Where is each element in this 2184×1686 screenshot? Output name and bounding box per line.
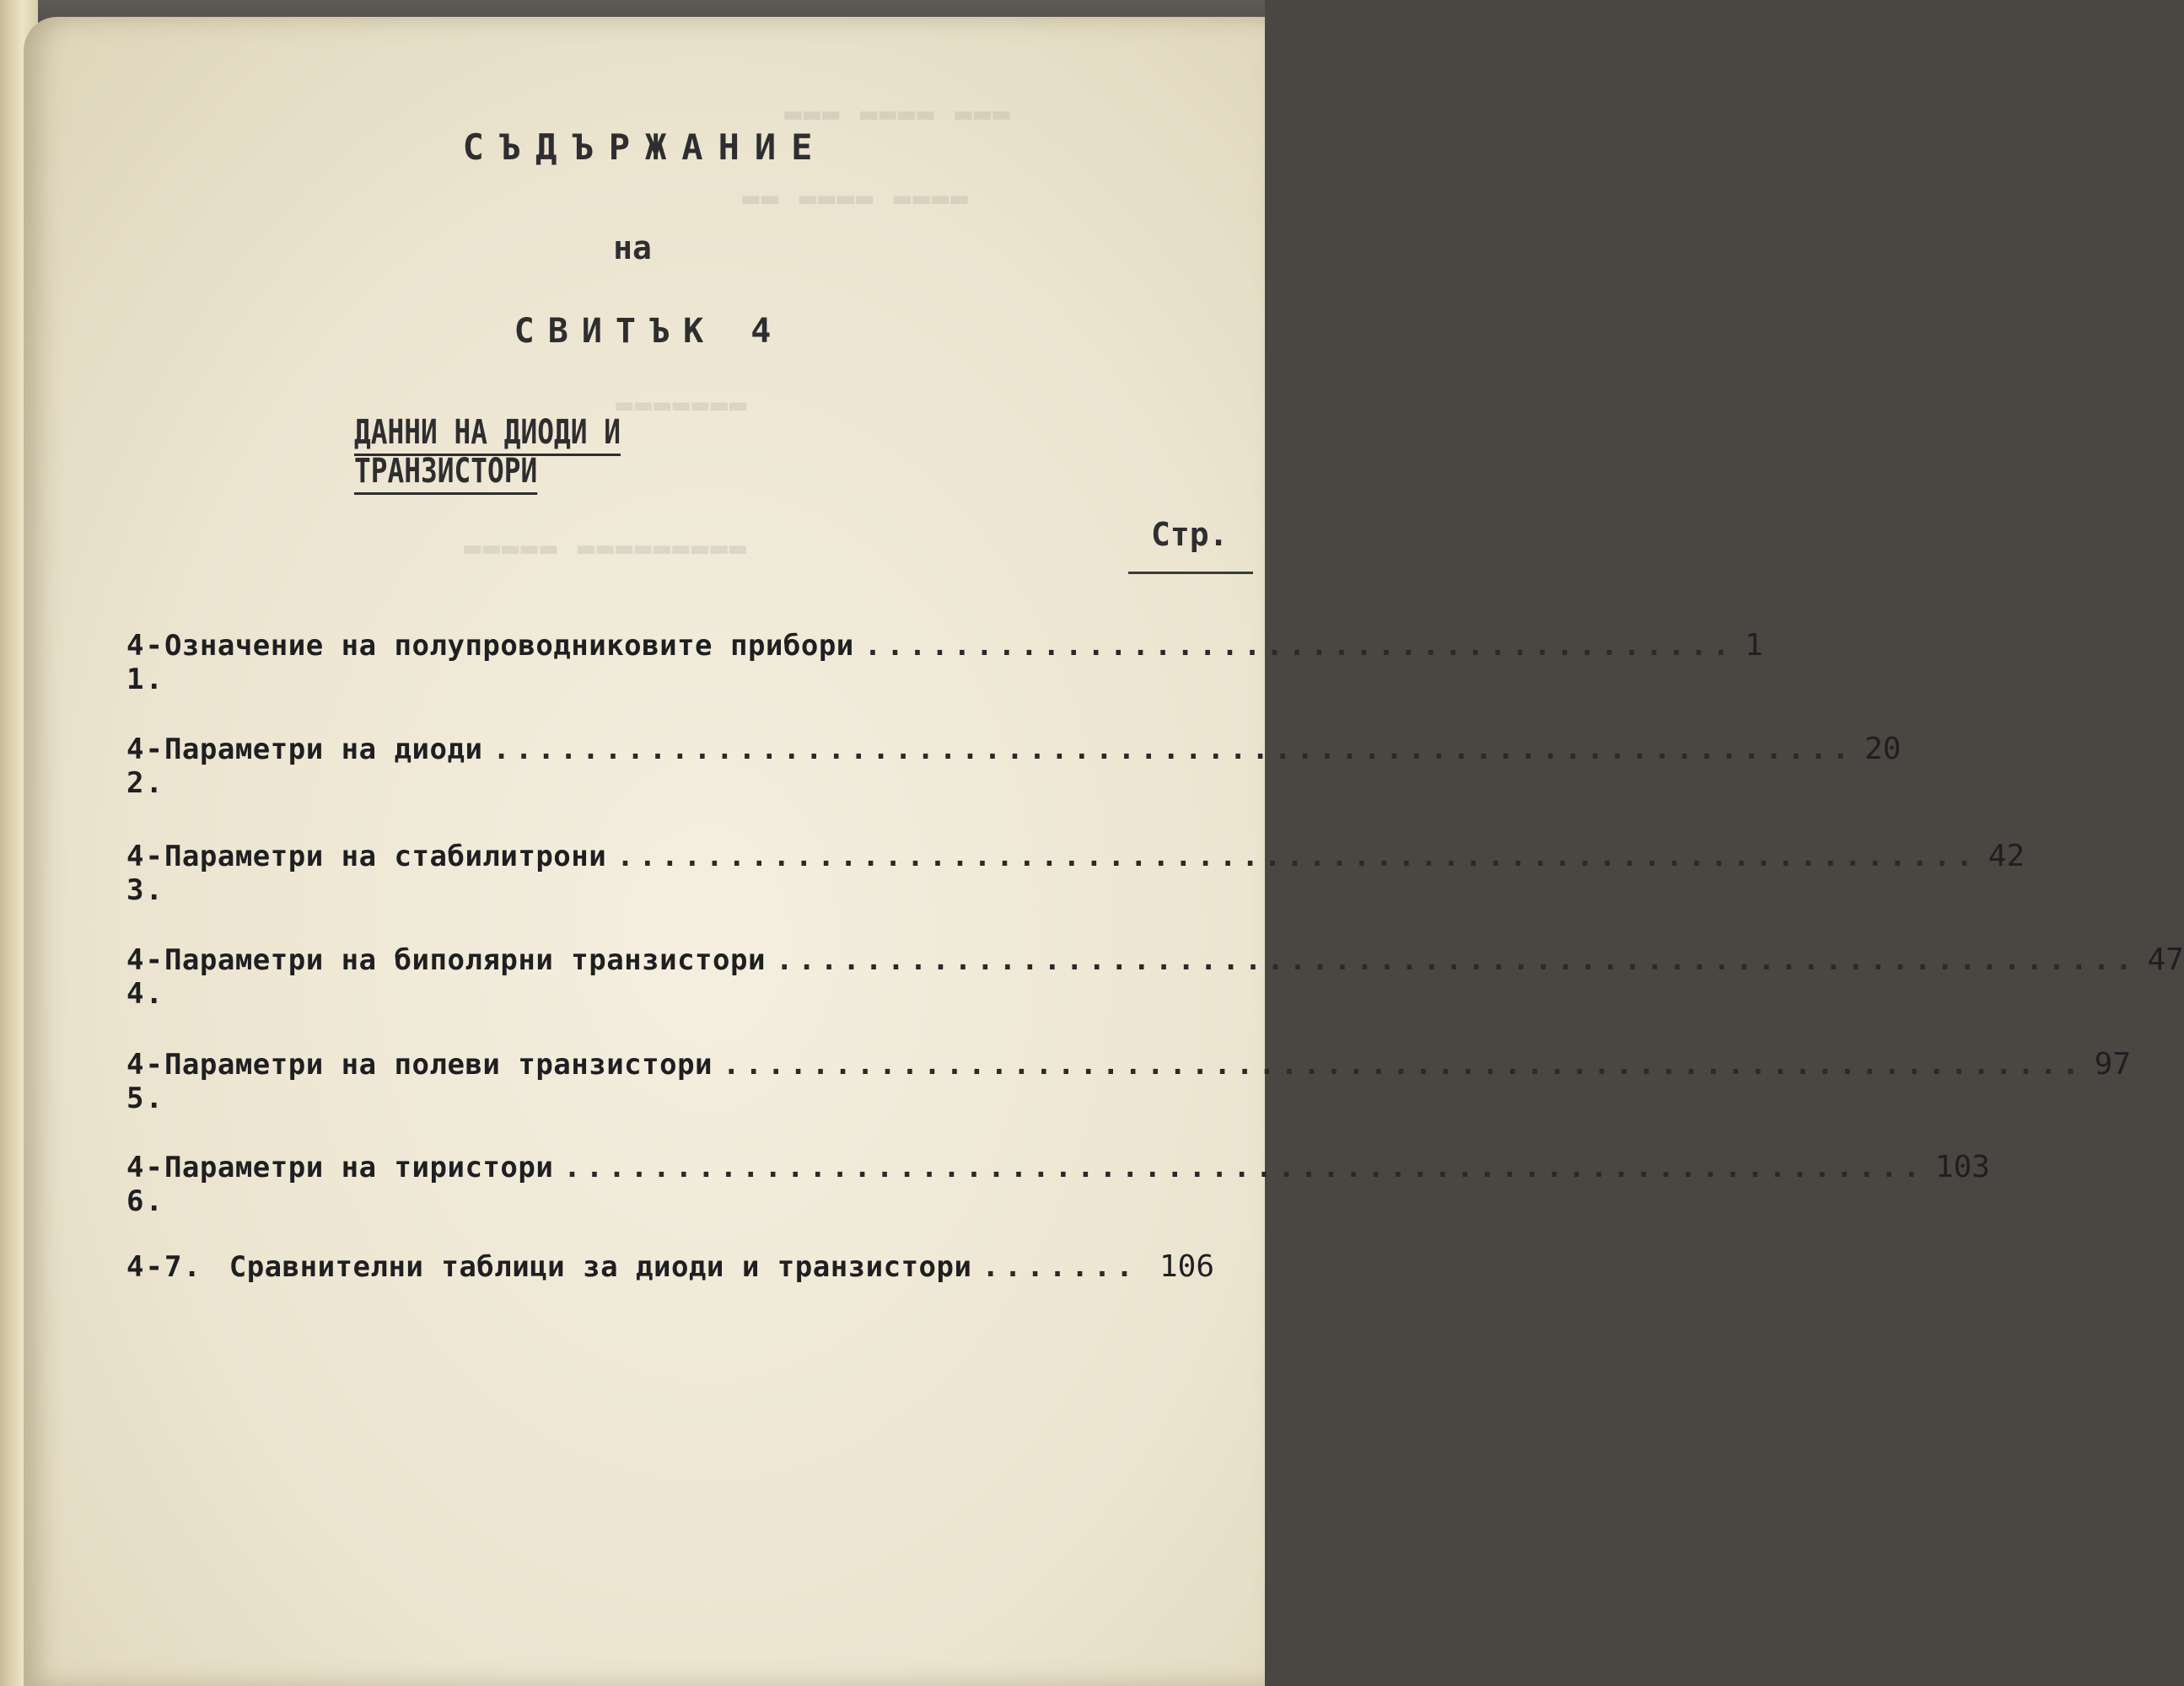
title-connector: на — [613, 229, 652, 266]
toc-number: 4-1. — [126, 629, 164, 696]
toc-leader-dots: ............................................................. — [563, 1151, 1925, 1184]
toc-number: 4-3. — [126, 840, 164, 907]
toc-title: Параметри на полеви транзистори — [164, 1048, 713, 1082]
bleed-through-text: ▬▬▬▬ ▬▬▬▬ ▬▬ — [740, 181, 968, 215]
volume-title: СВИТЪК 4 — [514, 312, 785, 351]
toc-title: Параметри на стабилитрони — [164, 840, 607, 873]
toc-entry — [126, 1249, 1214, 1300]
toc-number: 4-4. — [126, 943, 164, 1011]
toc-entry — [126, 1047, 2132, 1115]
toc-leader-dots: ............................................................. — [775, 943, 2138, 977]
toc-title: Сравнителни таблици за диоди и транзистори — [229, 1250, 972, 1284]
page-title: СЪДЪРЖАНИЕ — [462, 126, 828, 168]
toc-number: 4-5. — [126, 1048, 164, 1115]
toc-page-number: 47 — [2147, 942, 2184, 977]
toc-number: 4-7. — [126, 1250, 202, 1284]
toc-entry — [126, 1150, 1990, 1218]
toc-title: Параметри на диоди — [164, 733, 483, 766]
toc-title: Параметри на биполярни транзистори — [164, 943, 766, 977]
toc-page-number: 103 — [1934, 1150, 1990, 1184]
page-column-underline — [1128, 572, 1253, 574]
bleed-through-text: ▬▬▬ ▬▬▬▬ ▬▬▬ — [783, 97, 1010, 131]
page-column-label: Стр. — [1151, 516, 1229, 553]
toc-entry — [126, 628, 1763, 696]
toc-page-number: 106 — [1159, 1249, 1214, 1284]
toc-entry — [126, 839, 2025, 907]
toc-title: Означение на полупроводниковите прибори — [164, 629, 854, 663]
subtitle: ДАННИ НА ДИОДИ И ТРАНЗИСТОРИ — [354, 413, 621, 491]
toc-entry — [126, 942, 2184, 1011]
toc-page-number: 20 — [1864, 732, 1902, 766]
bleed-through-text: ▬▬▬▬▬▬▬ — [614, 388, 747, 422]
toc-title: Параметри на тиристори — [164, 1151, 554, 1184]
toc-number: 4-2. — [126, 733, 164, 800]
toc-page-number: 97 — [2094, 1047, 2132, 1082]
toc-leader-dots: ............................................................. — [723, 1048, 2084, 1082]
toc-leader-dots: ....... — [982, 1250, 1138, 1284]
toc-page-number: 1 — [1745, 628, 1763, 663]
toc-page-number: 42 — [1988, 839, 2025, 873]
bleed-through-text: ▬▬▬▬▬▬▬▬▬ ▬▬▬▬▬ — [462, 531, 747, 565]
toc-entry — [126, 732, 1902, 800]
toc-number: 4-6. — [126, 1151, 164, 1218]
toc-leader-dots: ............................................................. — [492, 733, 1855, 766]
toc-leader-dots: ....................................... — [863, 629, 1735, 663]
toc-leader-dots: ............................................................. — [616, 840, 1978, 873]
